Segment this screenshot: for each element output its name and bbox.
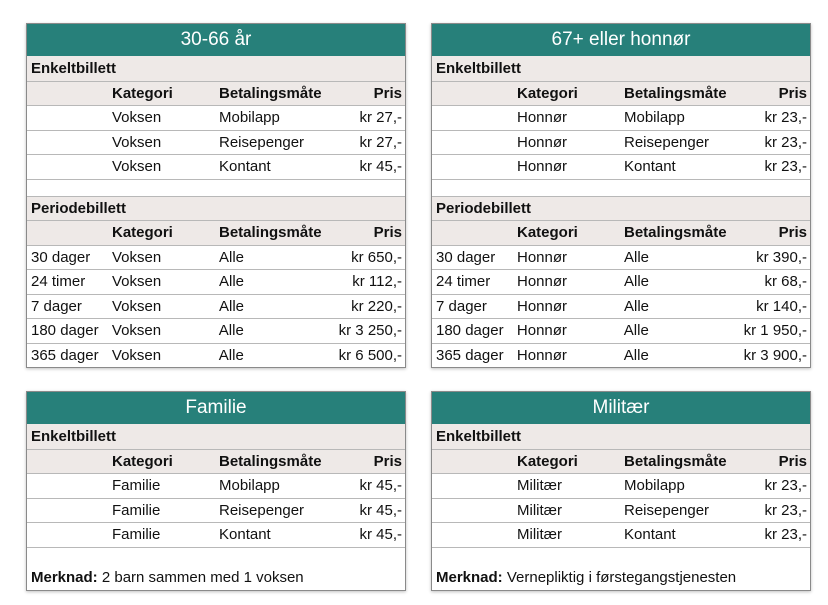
col-header-kategori: Kategori	[112, 224, 173, 242]
section-title: Periodebillett	[436, 199, 532, 217]
cell-periode: 180 dager	[436, 322, 504, 340]
table-row	[27, 130, 405, 155]
cell-periode: 180 dager	[31, 322, 99, 340]
table-row	[27, 473, 405, 498]
table-row	[27, 154, 405, 179]
column-header-row	[27, 449, 405, 474]
table-row	[432, 318, 810, 343]
cell-pris: kr 112,-	[352, 273, 402, 291]
note-label: Merknad:	[436, 569, 503, 586]
cell-betaling: Mobilapp	[624, 109, 685, 127]
panel-senior	[431, 23, 811, 368]
cell-kategori: Honnør	[517, 248, 568, 266]
note	[432, 566, 810, 590]
table-row	[432, 498, 810, 523]
cell-pris: kr 3 900,-	[743, 346, 808, 364]
cell-pris: kr 220,-	[351, 297, 402, 315]
cell-periode: 24 timer	[31, 273, 86, 291]
cell-kategori: Familie	[112, 526, 161, 544]
cell-pris: kr 23,-	[764, 158, 807, 176]
table-row	[27, 343, 405, 368]
col-header-pris: Pris	[778, 84, 807, 102]
cell-kategori: Voksen	[112, 273, 162, 291]
col-header-pris: Pris	[778, 224, 807, 242]
cell-kategori: Militær	[517, 526, 562, 544]
section-header-period	[432, 196, 810, 221]
col-header-betaling: Betalingsmåte	[219, 224, 322, 242]
cell-betaling: Kontant	[624, 526, 676, 544]
cell-betaling: Alle	[219, 248, 245, 266]
cell-betaling: Alle	[624, 273, 650, 291]
cell-betaling: Mobilapp	[219, 109, 280, 127]
cell-betaling: Alle	[219, 297, 245, 315]
table-row	[432, 130, 810, 155]
cell-kategori: Voksen	[112, 133, 162, 151]
cell-kategori: Militær	[517, 501, 562, 519]
cell-kategori: Voksen	[111, 346, 162, 364]
col-header-pris: Pris	[778, 452, 807, 470]
cell-pris: kr 23,-	[764, 526, 807, 544]
cell-pris: kr 27,-	[359, 133, 402, 151]
cell-periode: 365 dager	[436, 346, 504, 364]
cell-kategori: Voksen	[111, 322, 162, 340]
table-row	[432, 343, 810, 368]
col-header-kategori: Kategori	[112, 84, 173, 102]
cell-pris: kr 23,-	[764, 477, 807, 495]
column-header-row	[27, 81, 405, 106]
section-title: Periodebillett	[31, 199, 127, 217]
col-header-kategori: Kategori	[112, 452, 173, 470]
cell-betaling: Reisepenger	[219, 501, 305, 519]
cell-pris: kr 68,-	[764, 273, 807, 291]
cell-pris: kr 23,-	[764, 133, 807, 151]
cell-periode: 365 dager	[31, 346, 99, 364]
table-row	[27, 245, 405, 270]
cell-pris: kr 650,-	[351, 248, 402, 266]
panel-adult	[26, 23, 406, 368]
cell-betaling: Alle	[623, 322, 649, 340]
cell-kategori: Honnør	[517, 158, 568, 176]
section-title: Enkeltbillett	[31, 59, 117, 77]
cell-betaling: Alle	[219, 273, 245, 291]
panel-title: 30-66 år	[27, 24, 405, 56]
panel-military	[431, 391, 811, 591]
table-row	[432, 522, 810, 547]
note-label: Merknad:	[31, 569, 98, 586]
panel-family	[26, 391, 406, 591]
cell-pris: kr 23,-	[764, 501, 807, 519]
cell-periode: 24 timer	[436, 273, 491, 291]
cell-pris: kr 140,-	[756, 297, 807, 315]
cell-kategori: Voksen	[112, 248, 162, 266]
note-text: Vernepliktig i førstegangstjenesten	[502, 569, 737, 586]
col-header-betaling: Betalingsmåte	[624, 224, 727, 242]
cell-betaling: Reisepenger	[624, 501, 710, 519]
cell-pris: kr 6 500,-	[338, 346, 403, 364]
cell-pris: kr 1 950,-	[743, 322, 808, 340]
col-header-pris: Pris	[373, 452, 402, 470]
section-title: Enkeltbillett	[436, 427, 522, 445]
table-row	[432, 473, 810, 498]
section-title: Enkeltbillett	[436, 59, 522, 77]
cell-betaling: Reisepenger	[219, 133, 305, 151]
col-header-pris: Pris	[373, 84, 402, 102]
table-row	[27, 105, 405, 130]
column-header-row	[27, 220, 405, 245]
col-header-kategori: Kategori	[517, 224, 578, 242]
table-row	[27, 269, 405, 294]
table-row	[432, 105, 810, 130]
table-row	[432, 269, 810, 294]
cell-pris: kr 45,-	[359, 501, 402, 519]
cell-pris: kr 3 250,-	[338, 322, 403, 340]
cell-kategori: Honnør	[517, 109, 568, 127]
cell-betaling: Alle	[623, 346, 649, 364]
cell-betaling: Alle	[218, 322, 244, 340]
column-header-row	[432, 81, 810, 106]
cell-pris: kr 45,-	[359, 526, 402, 544]
cell-pris: kr 23,-	[764, 109, 807, 127]
cell-pris: kr 45,-	[359, 477, 402, 495]
col-header-betaling: Betalingsmåte	[219, 452, 322, 470]
column-header-row	[432, 220, 810, 245]
cell-periode: 30 dager	[436, 248, 496, 266]
note-text: 2 barn sammen med 1 voksen	[97, 569, 304, 586]
panel-title: Militær	[432, 392, 810, 424]
spacer-row	[27, 179, 405, 196]
table-row	[27, 498, 405, 523]
cell-periode: 30 dager	[31, 248, 91, 266]
col-header-pris: Pris	[373, 224, 402, 242]
cell-betaling: Alle	[218, 346, 244, 364]
cell-betaling: Kontant	[219, 526, 271, 544]
table-row	[432, 245, 810, 270]
col-header-betaling: Betalingsmåte	[624, 452, 727, 470]
table-row	[27, 294, 405, 319]
table-row	[27, 318, 405, 343]
note	[27, 566, 405, 590]
cell-betaling: Alle	[624, 248, 650, 266]
cell-pris: kr 27,-	[359, 109, 402, 127]
col-header-betaling: Betalingsmåte	[219, 84, 322, 102]
cell-pris: kr 45,-	[359, 158, 402, 176]
cell-kategori: Voksen	[112, 297, 162, 315]
section-header-single	[27, 56, 405, 81]
column-header-row	[432, 449, 810, 474]
panel-title: 67+ eller honnør	[432, 24, 810, 56]
section-header-single	[432, 56, 810, 81]
cell-betaling: Mobilapp	[219, 477, 280, 495]
section-header-single	[432, 424, 810, 449]
col-header-kategori: Kategori	[517, 452, 578, 470]
cell-kategori: Honnør	[516, 322, 567, 340]
panel-title: Familie	[27, 392, 405, 424]
section-title: Enkeltbillett	[31, 427, 117, 445]
cell-kategori: Familie	[112, 477, 161, 495]
table-row	[27, 522, 405, 547]
cell-betaling: Reisepenger	[624, 133, 710, 151]
cell-pris: kr 390,-	[756, 248, 807, 266]
cell-betaling: Kontant	[219, 158, 271, 176]
table-row	[432, 294, 810, 319]
cell-kategori: Honnør	[516, 346, 567, 364]
cell-periode: 7 dager	[436, 297, 487, 315]
cell-kategori: Voksen	[112, 109, 162, 127]
table-row	[432, 154, 810, 179]
cell-kategori: Voksen	[112, 158, 162, 176]
cell-kategori: Honnør	[517, 273, 568, 291]
col-header-betaling: Betalingsmåte	[624, 84, 727, 102]
spacer-row	[432, 179, 810, 196]
cell-kategori: Militær	[517, 477, 562, 495]
cell-kategori: Honnør	[517, 297, 568, 315]
section-header-single	[27, 424, 405, 449]
cell-periode: 7 dager	[31, 297, 82, 315]
cell-kategori: Honnør	[517, 133, 568, 151]
cell-kategori: Familie	[112, 501, 161, 519]
spacer-row	[432, 547, 810, 566]
spacer-row	[27, 547, 405, 566]
cell-betaling: Kontant	[624, 158, 676, 176]
col-header-kategori: Kategori	[517, 84, 578, 102]
cell-betaling: Mobilapp	[624, 477, 685, 495]
cell-betaling: Alle	[624, 297, 650, 315]
section-header-period	[27, 196, 405, 221]
